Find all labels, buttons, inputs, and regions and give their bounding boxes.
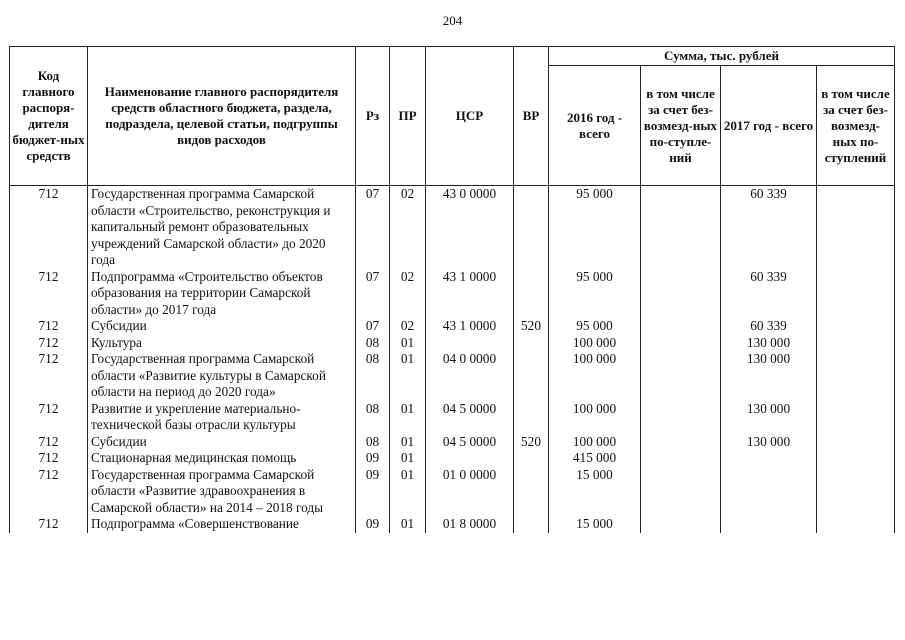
- cell-s2017-free: [817, 318, 895, 335]
- cell-s2016: 100 000: [549, 401, 641, 434]
- cell-rz: 08: [356, 401, 390, 434]
- cell-pr: 01: [390, 450, 426, 467]
- header-2017-total: 2017 год - всего: [721, 66, 817, 186]
- cell-code: 712: [10, 318, 88, 335]
- cell-name: Субсидии: [88, 434, 356, 451]
- cell-s2016: 100 000: [549, 434, 641, 451]
- header-pr: ПР: [390, 47, 426, 186]
- cell-pr: 02: [390, 318, 426, 335]
- cell-pr: 01: [390, 467, 426, 517]
- header-rz: Рз: [356, 47, 390, 186]
- cell-s2017: 130 000: [721, 401, 817, 434]
- cell-vr: 520: [514, 318, 549, 335]
- cell-s2016: 100 000: [549, 335, 641, 352]
- cell-rz: 07: [356, 269, 390, 319]
- cell-csr: 04 5 0000: [426, 401, 514, 434]
- cell-rz: 08: [356, 335, 390, 352]
- cell-pr: 01: [390, 434, 426, 451]
- cell-pr: 01: [390, 335, 426, 352]
- budget-table: [9, 46, 895, 533]
- cell-s2017: 130 000: [721, 351, 817, 401]
- header-sum: Сумма, тыс. рублей: [549, 47, 895, 66]
- cell-s2016-free: [641, 450, 721, 467]
- cell-name: Субсидии: [88, 318, 356, 335]
- cell-pr: 01: [390, 351, 426, 401]
- cell-s2017-free: [817, 516, 895, 533]
- cell-s2017: [721, 467, 817, 517]
- cell-s2017: 130 000: [721, 335, 817, 352]
- table-row: [10, 318, 895, 335]
- cell-code: 712: [10, 450, 88, 467]
- table-row: [10, 401, 895, 434]
- cell-s2016: 415 000: [549, 450, 641, 467]
- cell-name: Подпрограмма «Совершенствование: [88, 516, 356, 533]
- cell-csr: 43 1 0000: [426, 318, 514, 335]
- cell-code: 712: [10, 467, 88, 517]
- cell-s2016-free: [641, 269, 721, 319]
- cell-vr: 520: [514, 434, 549, 451]
- cell-s2017-free: [817, 450, 895, 467]
- cell-name: Подпрограмма «Строительство объектов образования на территории Самарской области» до 2017 года: [88, 269, 356, 319]
- header-2016-total: 2016 год - всего: [549, 66, 641, 186]
- cell-s2016-free: [641, 467, 721, 517]
- cell-s2016: 15 000: [549, 467, 641, 517]
- cell-code: 712: [10, 186, 88, 269]
- cell-s2016-free: [641, 401, 721, 434]
- cell-vr: [514, 186, 549, 269]
- cell-csr: 43 1 0000: [426, 269, 514, 319]
- cell-code: 712: [10, 401, 88, 434]
- cell-code: 712: [10, 434, 88, 451]
- cell-s2016: 95 000: [549, 269, 641, 319]
- cell-csr: 04 5 0000: [426, 434, 514, 451]
- table-row: [10, 434, 895, 451]
- cell-name: Развитие и укрепление материально-технической базы отрасли культуры: [88, 401, 356, 434]
- table-row: [10, 269, 895, 319]
- cell-s2017-free: [817, 434, 895, 451]
- cell-s2017: 130 000: [721, 434, 817, 451]
- cell-pr: 02: [390, 269, 426, 319]
- cell-s2017-free: [817, 351, 895, 401]
- cell-s2017: [721, 516, 817, 533]
- table-row: [10, 467, 895, 517]
- header-code: Код главного распоря-дителя бюджет-ных средств: [10, 47, 88, 186]
- cell-s2016-free: [641, 434, 721, 451]
- cell-code: 712: [10, 269, 88, 319]
- cell-rz: 09: [356, 467, 390, 517]
- cell-s2017-free: [817, 335, 895, 352]
- cell-s2017-free: [817, 186, 895, 269]
- cell-csr: [426, 335, 514, 352]
- page-number: 204: [442, 13, 463, 28]
- cell-rz: 08: [356, 434, 390, 451]
- cell-s2016: 95 000: [549, 186, 641, 269]
- cell-vr: [514, 335, 549, 352]
- cell-name: Государственная программа Самарской области «Строительство, реконструкция и капитальный ремонт образовательных учреждений Самарской области» до 2020 года: [88, 186, 356, 269]
- cell-pr: 01: [390, 401, 426, 434]
- header-2016-free: в том числе за счет без-возмезд-ных по-ступле-ний: [641, 66, 721, 186]
- cell-vr: [514, 351, 549, 401]
- cell-csr: 43 0 0000: [426, 186, 514, 269]
- table-header-row: [10, 47, 895, 66]
- cell-name: Стационарная медицинская помощь: [88, 450, 356, 467]
- cell-csr: 01 0 0000: [426, 467, 514, 517]
- header-vr: ВР: [514, 47, 549, 186]
- cell-rz: 08: [356, 351, 390, 401]
- cell-code: 712: [10, 351, 88, 401]
- cell-code: 712: [10, 516, 88, 533]
- cell-s2017: 60 339: [721, 318, 817, 335]
- table-row: [10, 351, 895, 401]
- cell-vr: [514, 516, 549, 533]
- table-row: [10, 186, 895, 269]
- cell-s2016: 15 000: [549, 516, 641, 533]
- cell-vr: [514, 401, 549, 434]
- cell-rz: 09: [356, 516, 390, 533]
- cell-s2016-free: [641, 186, 721, 269]
- cell-s2016: 95 000: [549, 318, 641, 335]
- cell-s2016-free: [641, 351, 721, 401]
- cell-pr: 01: [390, 516, 426, 533]
- cell-rz: 07: [356, 318, 390, 335]
- cell-s2016-free: [641, 335, 721, 352]
- cell-csr: 01 8 0000: [426, 516, 514, 533]
- cell-pr: 02: [390, 186, 426, 269]
- header-csr: ЦСР: [426, 47, 514, 186]
- cell-s2017-free: [817, 467, 895, 517]
- cell-s2016-free: [641, 318, 721, 335]
- cell-s2017: 60 339: [721, 186, 817, 269]
- cell-name: Государственная программа Самарской области «Развитие здравоохранения в Самарской области» на 2014 – 2018 годы: [88, 467, 356, 517]
- cell-s2017-free: [817, 401, 895, 434]
- cell-vr: [514, 269, 549, 319]
- cell-s2016: 100 000: [549, 351, 641, 401]
- cell-vr: [514, 467, 549, 517]
- table-row: [10, 450, 895, 467]
- cell-csr: [426, 450, 514, 467]
- header-2017-free: в том числе за счет без-возмезд-ных по-ступлений: [817, 66, 895, 186]
- table-row: [10, 335, 895, 352]
- cell-rz: 09: [356, 450, 390, 467]
- cell-csr: 04 0 0000: [426, 351, 514, 401]
- cell-s2017: 60 339: [721, 269, 817, 319]
- cell-vr: [514, 450, 549, 467]
- cell-rz: 07: [356, 186, 390, 269]
- header-name: Наименование главного распорядителя средств областного бюджета, раздела, подраздела, целевой статьи, подгруппы видов расходов: [88, 47, 356, 186]
- cell-s2017-free: [817, 269, 895, 319]
- cell-name: Культура: [88, 335, 356, 352]
- cell-s2017: [721, 450, 817, 467]
- cell-s2016-free: [641, 516, 721, 533]
- cell-code: 712: [10, 335, 88, 352]
- table-row: [10, 516, 895, 533]
- cell-name: Государственная программа Самарской области «Развитие культуры в Самарской области на период до 2020 года»: [88, 351, 356, 401]
